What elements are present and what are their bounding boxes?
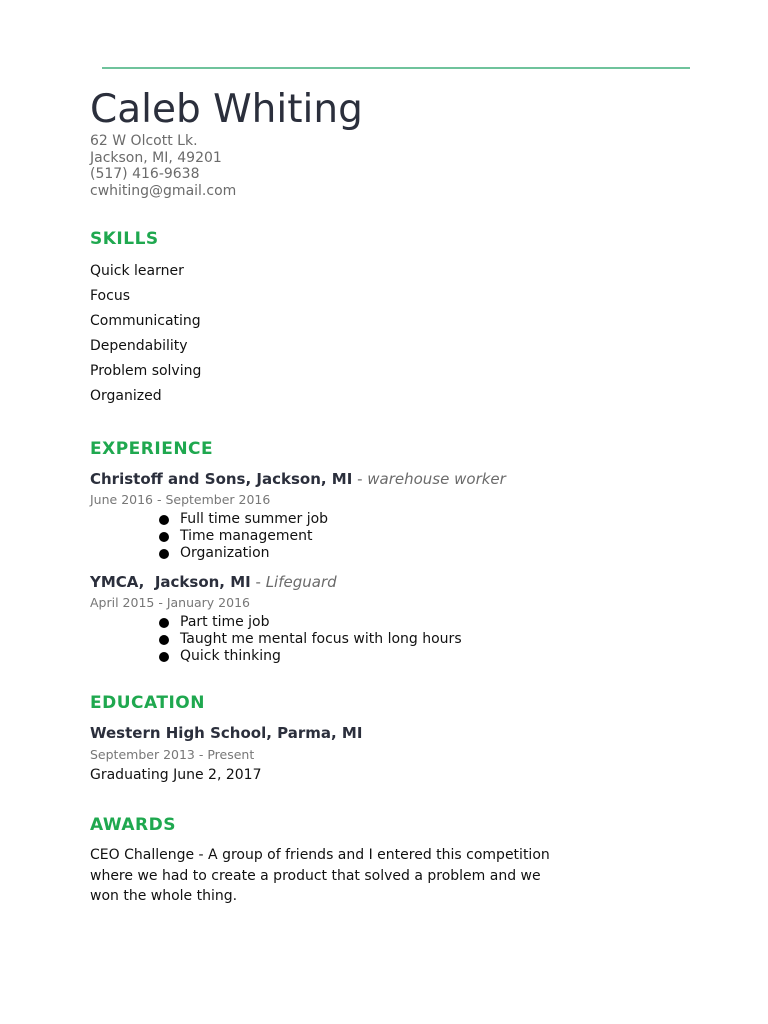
awards-heading: AWARDS (90, 815, 176, 835)
job-employer: Christoff and Sons, Jackson, MI (90, 470, 353, 488)
bullet-text: Organization (180, 545, 270, 561)
education-dates: September 2013 - Present (90, 747, 255, 762)
candidate-name: Caleb Whiting (90, 87, 363, 132)
bullet-item (158, 528, 690, 545)
skill-item: Organized (90, 388, 162, 404)
bullet-dot-icon (159, 635, 169, 645)
skill-item: Quick learner (90, 263, 184, 279)
skill-item: Problem solving (90, 363, 202, 379)
education-heading: EDUCATION (90, 693, 205, 713)
graduation-note: Graduating June 2, 2017 (90, 767, 262, 783)
bullet-text: Time management (180, 528, 313, 544)
job-separator: - (352, 470, 368, 488)
skill-item: Communicating (90, 313, 201, 329)
job-entry (90, 469, 690, 562)
job-heading (90, 469, 690, 489)
job-role: warehouse worker (367, 470, 506, 488)
experience-heading: EXPERIENCE (90, 439, 214, 459)
bullet-text: Taught me mental focus with long hours (180, 631, 462, 647)
job-employer: YMCA, Jackson, MI (90, 573, 251, 591)
job-role: Lifeguard (265, 573, 337, 591)
skill-item: Focus (90, 288, 130, 304)
bullet-dot-icon (159, 652, 169, 662)
contact-block (90, 133, 690, 199)
bullet-dot-icon (159, 532, 169, 542)
skills-heading: SKILLS (90, 229, 159, 249)
bullet-text: Full time summer job (180, 511, 329, 527)
job-heading (90, 572, 690, 592)
bullet-item (158, 545, 690, 562)
bullet-item (158, 511, 690, 528)
job-dates: June 2016 - September 2016 (90, 492, 271, 507)
bullet-text: Quick thinking (180, 648, 281, 664)
bullet-item (158, 648, 690, 665)
skills-list (90, 259, 690, 409)
job-bullets (90, 511, 690, 562)
resume (90, 87, 690, 907)
address-line-2: Jackson, MI, 49201 (90, 149, 222, 166)
bullet-item (158, 631, 690, 648)
skill-item: Dependability (90, 338, 188, 354)
job-dates: April 2015 - January 2016 (90, 595, 250, 610)
job-separator: - (250, 573, 266, 591)
phone-number: (517) 416-9638 (90, 166, 200, 182)
award-description: CEO Challenge - A group of friends and I entered this competition where we had to create a product that solved a problem and we won the whole thing. (90, 847, 550, 904)
bullet-item (158, 614, 690, 631)
address-line-1: 62 W Olcott Lk. (90, 133, 198, 149)
bullet-dot-icon (159, 618, 169, 628)
bullet-dot-icon (159, 515, 169, 525)
email-address: cwhiting@gmail.com (90, 182, 237, 199)
job-bullets (90, 614, 690, 665)
header-divider (102, 67, 690, 69)
job-entry (90, 572, 690, 665)
bullet-text: Part time job (180, 614, 270, 630)
school-name: Western High School, Parma, MI (90, 724, 363, 742)
bullet-dot-icon (159, 549, 169, 559)
